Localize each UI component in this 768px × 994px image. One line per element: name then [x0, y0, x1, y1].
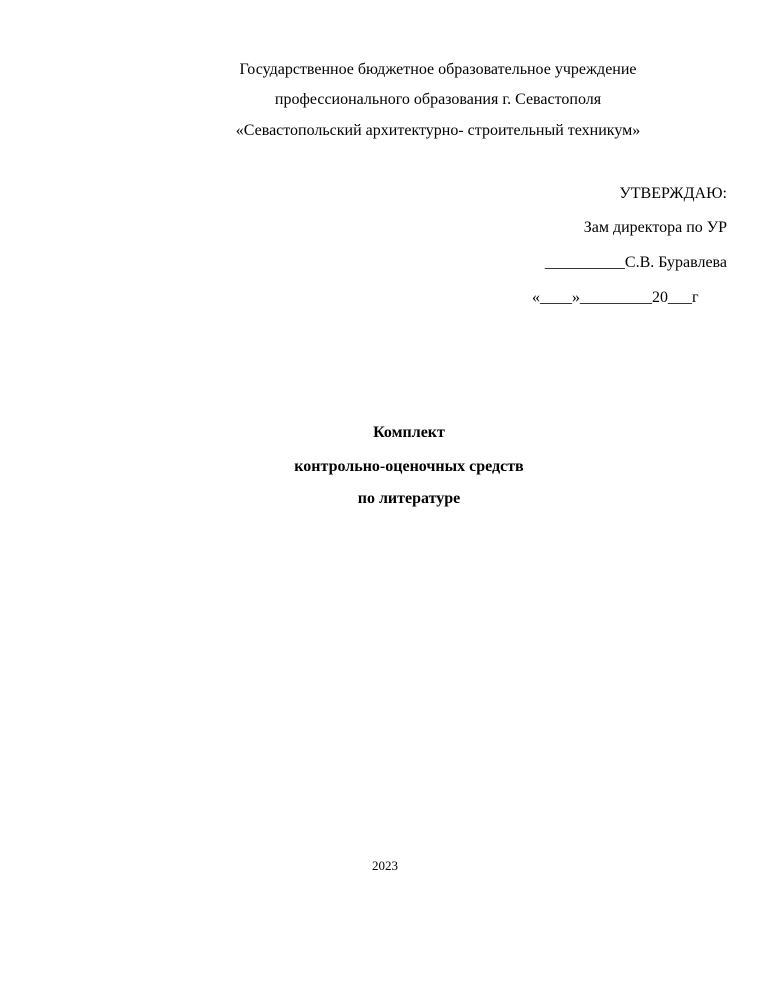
institution-line-3: «Севастопольский архитектурно- строительный техникум» [235, 122, 641, 139]
approval-position: Зам директора по УР [583, 219, 727, 236]
approval-title: УТВЕРЖДАЮ: [619, 185, 727, 202]
institution-line-1: Государственное бюджетное образовательное учреждение [239, 61, 637, 78]
document-title-line-2: контрольно-оценочных средств [294, 458, 524, 475]
approval-date: «____»_________20___г [532, 289, 699, 306]
institution-line-2: профессионального образования г. Севастополя [274, 91, 602, 108]
year-label: 2023 [372, 858, 398, 873]
document-title-line-1: Комплект [373, 424, 445, 441]
document-title-line-3: по литературе [357, 490, 461, 507]
approval-signature: __________С.В. Буравлева [544, 254, 727, 271]
